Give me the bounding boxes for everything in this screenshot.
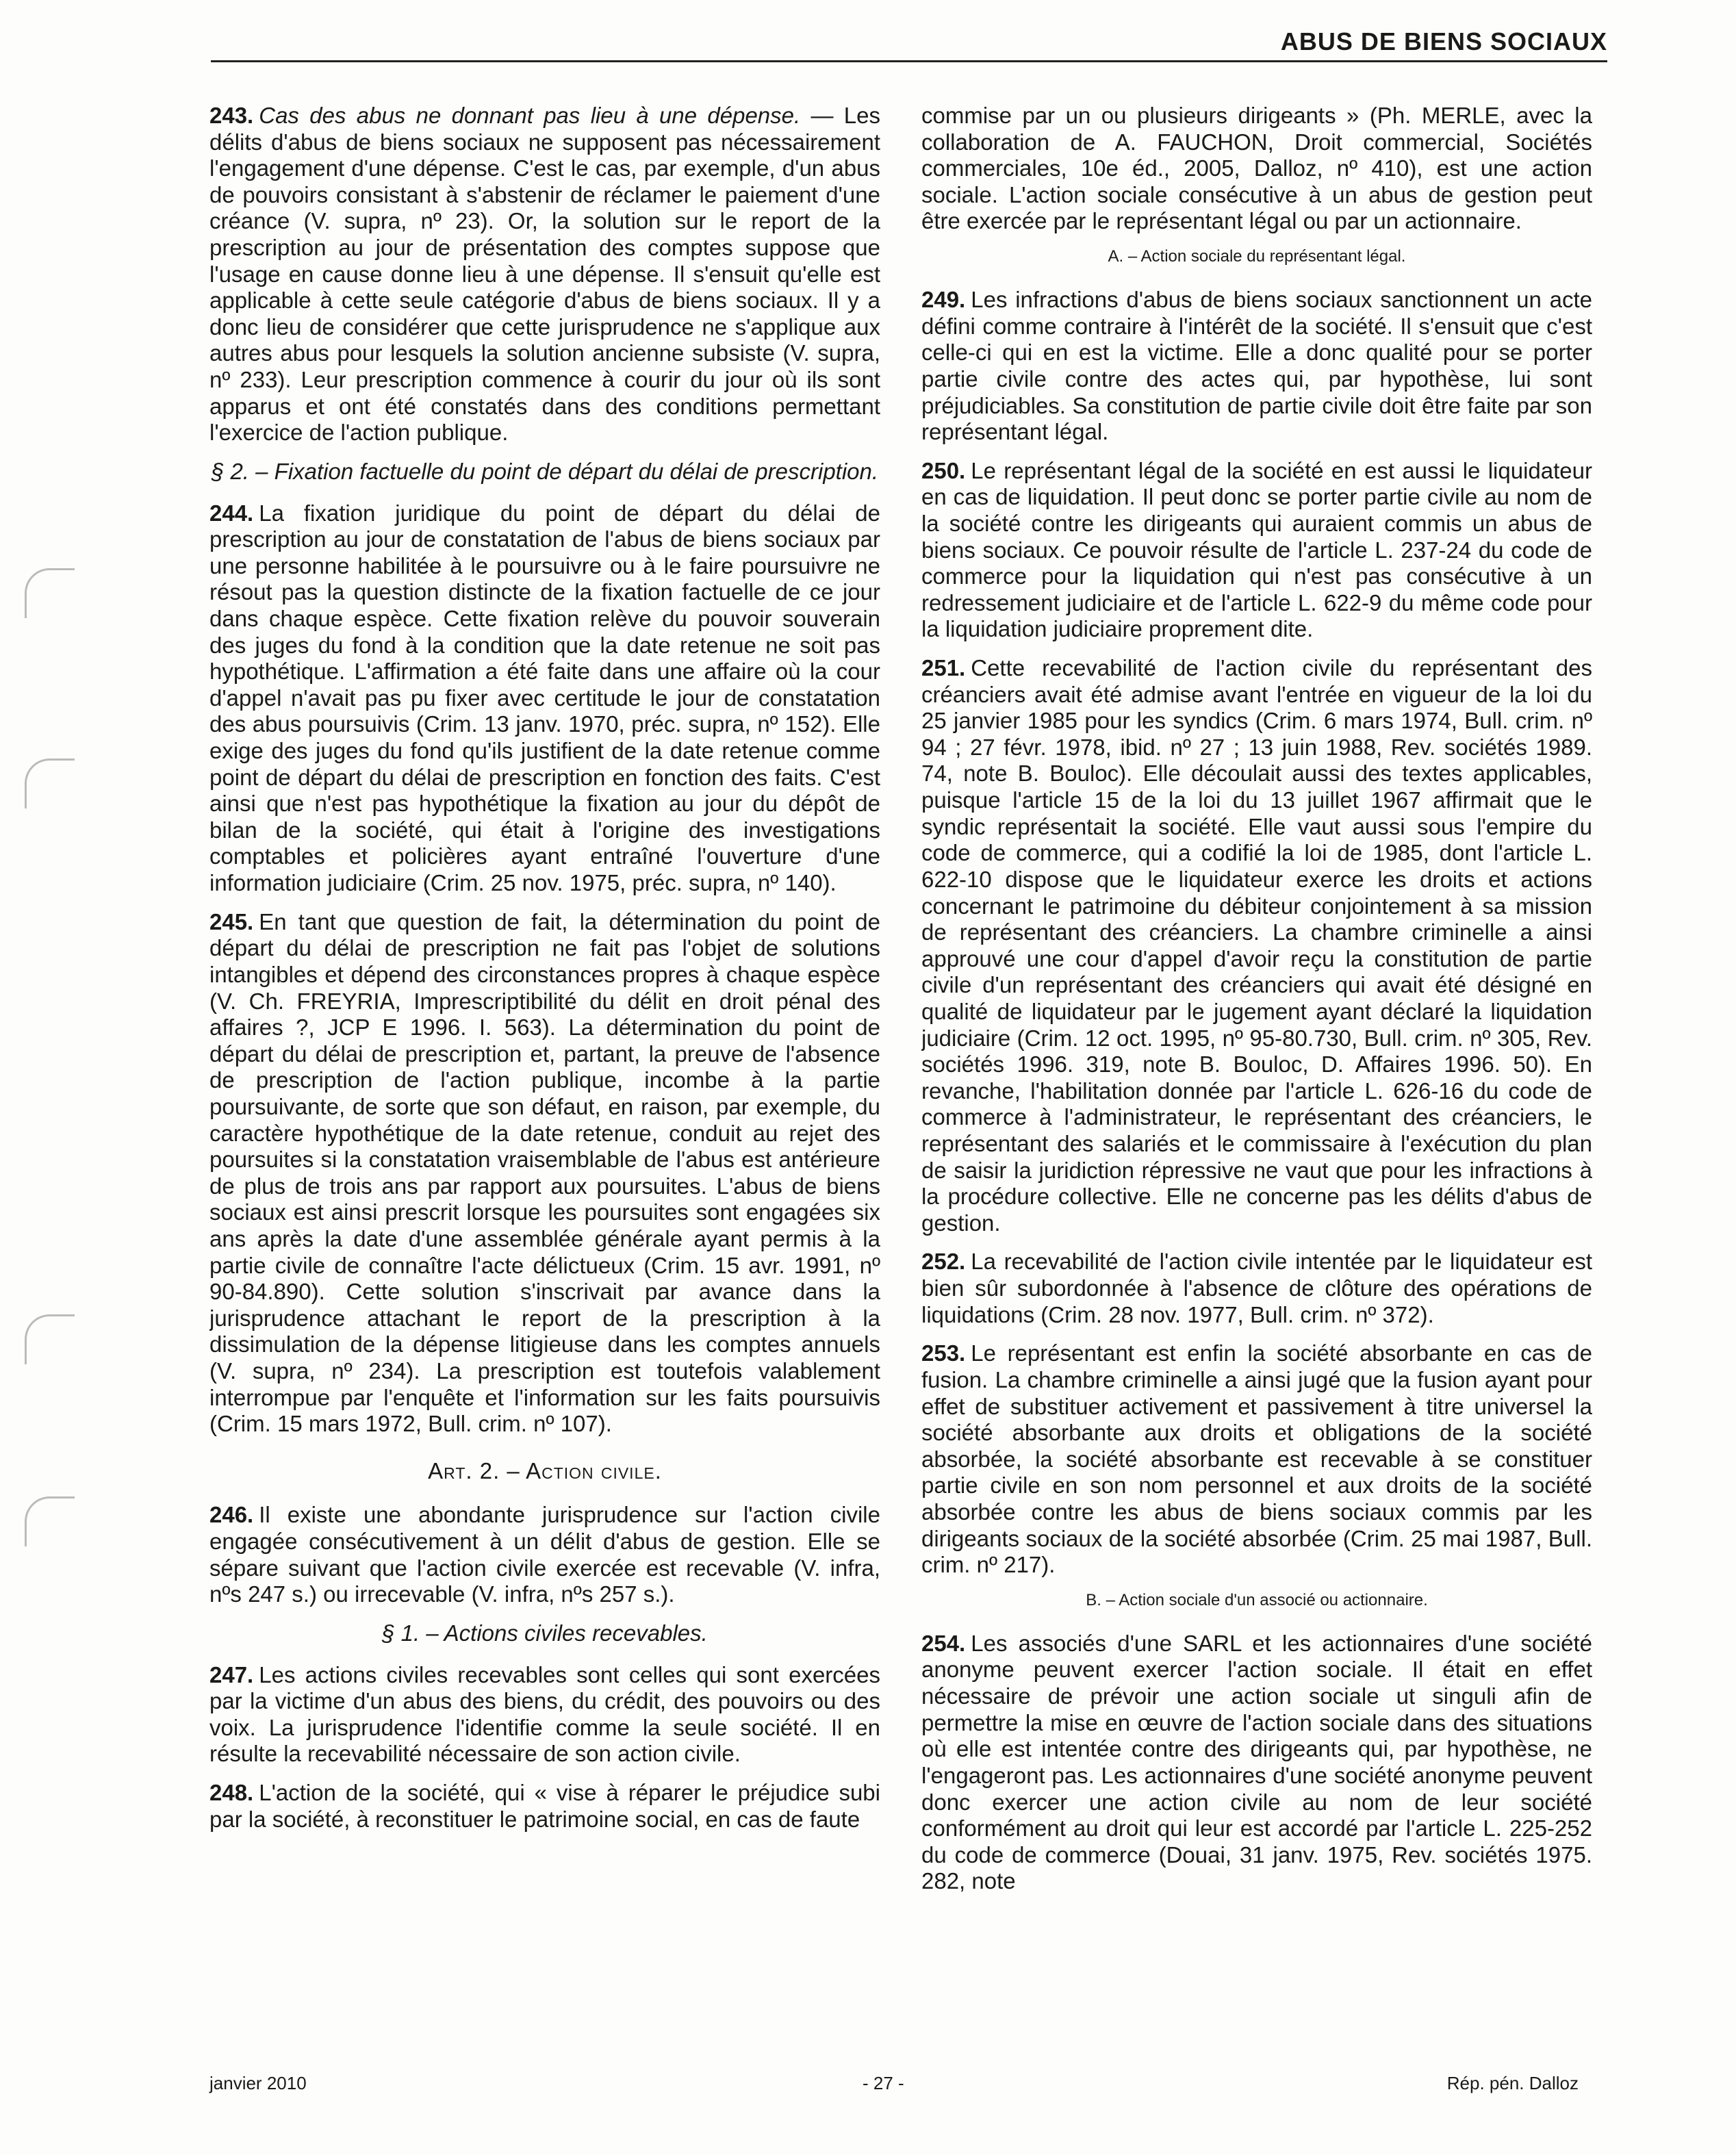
paragraph-number: 246. [209, 1502, 254, 1528]
subsection-title: A. – Action sociale du représentant légal. [1108, 247, 1406, 266]
paragraph-253 [921, 1340, 1592, 1578]
paragraph-254 [921, 1631, 1592, 1895]
paragraph-text: Il existe une abondante jurisprudence sur l'action civile engagée consécutivement à un délit d'abus de gestion. Elle se sépare suivant que l'action civile exercée est recevable (V. infra, nºs 247 s.) ou irrecevable (V. infra, nºs 257 s.). [209, 1502, 880, 1607]
paragraph-text: — Les délits d'abus de biens sociaux ne supposent pas nécessairement l'engagement d'une dépense. C'est le cas, par exemple, d'un abus de pouvoirs consistant à s'abstenir de réclamer le paiement d'une créance (V. supra, nº 23). Or, la solution sur le report de la prescription au jour de présentation des comptes suppose que l'usage en cause donne lieu à une dépense. Il s'ensuit qu'elle est applicable à cette seule catégorie d'abus de biens sociaux. Il y a donc lieu de considérer que cette jurisprudence ne s'applique aux autres abus pour lesquels la solution ancienne subsiste (V. supra, nº 233). Leur prescription commence à courir du jour où ils sont apparus et ont été constatés dans des conditions permettant l'exercice de l'action publique. [209, 103, 880, 446]
left-column [209, 103, 880, 2013]
paragraph-247 [209, 1662, 880, 1768]
paragraph-243 [209, 103, 880, 446]
paragraph-number: 248. [209, 1779, 254, 1805]
paragraph-252 [921, 1249, 1592, 1328]
footer-page-number: - 27 - [863, 2073, 904, 2093]
subsection-title: B. – Action sociale d'un associé ou actionnaire. [1086, 1590, 1428, 1609]
paragraph-text: L'action de la société, qui « vise à réparer le préjudice subi par la société, à reconstituer le patrimoine social, en cas de faute [209, 1779, 880, 1832]
header-rule [211, 60, 1607, 62]
paragraph-248 [209, 1780, 880, 1833]
paragraph-text: Les associés d'une SARL et les actionnaires d'une société anonyme peuvent exercer l'action sociale. Il était en effet nécessaire de prévoir une action sociale ut singuli afin de permettre la mise en œuvre de l'action sociale dans des situations où elle est intentée contre des dirigeants qui, par hypothèse, ne l'engageront pas. Les actionnaires d'une société anonyme peuvent donc exercer une action civile au nom de leur société conformément au droit qui leur est accordé par l'article L. 225-252 du code de commerce (Douai, 31 janv. 1975, Rev. sociétés 1975. 282, note [921, 1630, 1592, 1894]
paragraph-250 [921, 458, 1592, 643]
paragraph-text: Le représentant est enfin la société absorbante en cas de fusion. La chambre criminelle a ainsi jugé que la fusion ayant pour effet de substituer activement et passivement à titre universel la société absorbante aux droits et obligations de la société absorbée, la société absorbante est recevable à se constituer partie civile en son nom personnel et aux droits de la société absorbée contre les abus de biens sociaux commis par les dirigeants sociaux de la société absorbée (Crim. 25 mai 1987, Bull. crim. nº 217). [921, 1340, 1592, 1578]
paragraph-text: Cette recevabilité de l'action civile du représentant des créanciers avait été admise avant l'entrée en vigueur de la loi du 25 janvier 1985 pour les syndics (Crim. 6 mars 1974, Bull. crim. nº 94 ; 27 févr. 1978, ibid. nº 27 ; 13 juin 1988, Rev. sociétés 1989. 74, note B. Bouloc). Elle découlait aussi des textes applicables, puisque l'article 15 de la loi du 13 juillet 1967 affirmait que le syndic représentait la société. Elle vaut aussi sous l'empire du code de commerce, qui a codifié la loi de 1985, dont l'article L. 622-10 dispose que le liquidateur exerce les droits et actions concernant le patrimoine du débiteur conjointement à sa mission de représentant des créanciers. La chambre criminelle a ainsi approuvé une cour d'appel d'avoir reçu la constitution de partie civile d'un représentant des créanciers qui avait été désigné en qualité de liquidateur par le jugement ayant déclaré la liquidation judiciaire (Crim. 12 oct. 1995, nº 95-80.730, Bull. crim. nº 305, Rev. sociétés 1996. 319, note B. Bouloc, D. Affaires 1996. 50). En revanche, l'habilitation donnée par l'article L. 626-16 du code de commerce à l'administrateur, le représentant des créanciers, le représentant des salariés et le commissaire à l'exécution du plan de saisir la juridiction répressive ne vaut que pour les infractions à la procédure collective. Elle ne concerne pas les délits d'abus de gestion. [921, 655, 1592, 1236]
paragraph-text: La recevabilité de l'action civile intentée par le liquidateur est bien sûr subordonnée à l'absence de clôture des opérations de liquidations (Crim. 28 nov. 1977, Bull. crim. nº 372). [921, 1249, 1592, 1327]
paragraph-text: Le représentant légal de la société en est aussi le liquidateur en cas de liquidation. Il peut donc se porter partie civile au nom de la société contre les dirigeants qui auraient commis un abus de biens sociaux. Ce pouvoir résulte de l'article L. 237-24 du code de commerce pour la liquidation qui n'est pas consécutive à un redressement judiciaire et de l'article L. 622-9 du même code pour la liquidation judiciaire proprement dite. [921, 457, 1592, 642]
paragraph-number: 249. [921, 287, 966, 313]
footer-date: janvier 2010 [209, 2073, 307, 2093]
binder-hole [25, 1496, 75, 1546]
paragraph-text: Les actions civiles recevables sont celles qui sont exercées par la victime d'un abus des biens, du crédit, des pouvoirs ou des voix. La jurisprudence l'identifie comme la seule société. Il en résulte la recevabilité nécessaire de son action civile. [209, 1661, 880, 1767]
paragraph-text: En tant que question de fait, la détermination du point de départ du délai de prescription ne fait pas l'objet de solutions intangibles et dépend des circonstances propres à chaque espèce (V. Ch. FREYRIA, Imprescriptibilité du délit en droit pénal des affaires ?, JCP E 1996. I. 563). La détermination du point de départ du délai de prescription et, partant, la preuve de l'absence de prescription de l'action publique, incombe à la partie poursuivante, de sorte que son défaut, en raison, par exemple, du caractère hypothétique de la date retenue, conduit au rejet des poursuites si la constatation vraisemblable de l'abus est antérieure de plus de trois ans par rapport aux poursuites. L'abus de biens sociaux est ainsi prescrit lorsque les poursuites sont engagées six ans après la date d'une assemblée générale ayant permis à la partie civile de connaître l'acte délictueux (Crim. 15 avr. 1991, nº 90-84.890). Cette solution s'inscrivait par avance dans la jurisprudence attachant le report de la prescription à la dissimulation de la dépense litigieuse dans les comptes annuels (V. supra, nº 234). La prescription est toutefois valablement interrompue par l'enquête et l'information sur les faits poursuivis (Crim. 15 mars 1972, Bull. crim. nº 107). [209, 908, 880, 1437]
section-title: § 1. – Actions civiles recevables. [382, 1620, 708, 1646]
paragraph-number: 243. [209, 103, 254, 128]
paragraph-244 [209, 500, 880, 897]
paragraph-number: 254. [921, 1630, 966, 1656]
paragraph-251 [921, 655, 1592, 1236]
paragraph-248-continued: commise par un ou plusieurs dirigeants » (Ph. MERLE, avec la collaboration de A. FAUCHON, Droit commercial, Sociétés commerciales, 10e éd., 2005, Dalloz, nº 410), est une action sociale. L'action sociale consécutive à un abus de gestion peut être exercée par le représentant légal ou par un actionnaire. [921, 103, 1592, 234]
article-title: Art. 2. – Action civile. [428, 1457, 662, 1483]
right-column [921, 103, 1592, 2013]
footer-source: Rép. pén. Dalloz [1446, 2073, 1579, 2093]
paragraph-number: 244. [209, 500, 254, 526]
paragraph-text: La fixation juridique du point de départ du délai de prescription au jour de constatation de l'abus de biens sociaux par une personne habilitée à le poursuivre ou à le faire poursuivre ne résout pas la question distincte de la fixation factuelle de ce jour dans chaque espèce. Cette fixation relève du pouvoir souverain des juges du fond à la condition que la date retenue ne soit pas hypothétique. L'affirmation a été faite dans une affaire où la cour d'appel n'avait pas pu fixer avec certitude le jour de constatation des abus poursuivis (Crim. 13 janv. 1970, préc. supra, nº 152). Elle exige des juges du fond qu'ils justifient de la date retenue comme point de départ du délai de prescription en fonction des faits. C'est ainsi que n'est pas hypothétique la fixation au jour du dépôt de bilan de la société, qui était à l'origine des investigations comptables et policières ayant entraîné l'ouverture d'une information judiciaire (Crim. 25 nov. 1975, préc. supra, nº 140). [209, 500, 880, 896]
paragraph-249 [921, 287, 1592, 446]
running-header-title: ABUS DE BIENS SOCIAUX [1280, 27, 1607, 55]
binder-hole [25, 568, 75, 618]
binder-hole [25, 758, 75, 808]
paragraph-lead: Cas des abus ne donnant pas lieu à une dépense. [259, 103, 801, 128]
section-title: § 2. – Fixation factuelle du point de départ du délai de prescription. [211, 458, 879, 484]
paragraph-245 [209, 909, 880, 1438]
paragraph-number: 253. [921, 1340, 966, 1366]
binder-hole [25, 1314, 75, 1364]
paragraph-number: 245. [209, 908, 254, 934]
paragraph-text: Les infractions d'abus de biens sociaux sanctionnent un acte défini comme contraire à l'intérêt de la société. Il s'ensuit que c'est celle-ci qui en est la victime. Elle a donc qualité pour se porter partie civile contre des actes qui, par hypothèse, lui sont préjudiciables. Sa constitution de partie civile doit être faite par son représentant légal. [921, 287, 1592, 445]
paragraph-number: 250. [921, 457, 966, 483]
paragraph-number: 251. [921, 655, 966, 681]
paragraph-number: 247. [209, 1661, 254, 1687]
paragraph-246 [209, 1502, 880, 1607]
paragraph-number: 252. [921, 1249, 966, 1275]
